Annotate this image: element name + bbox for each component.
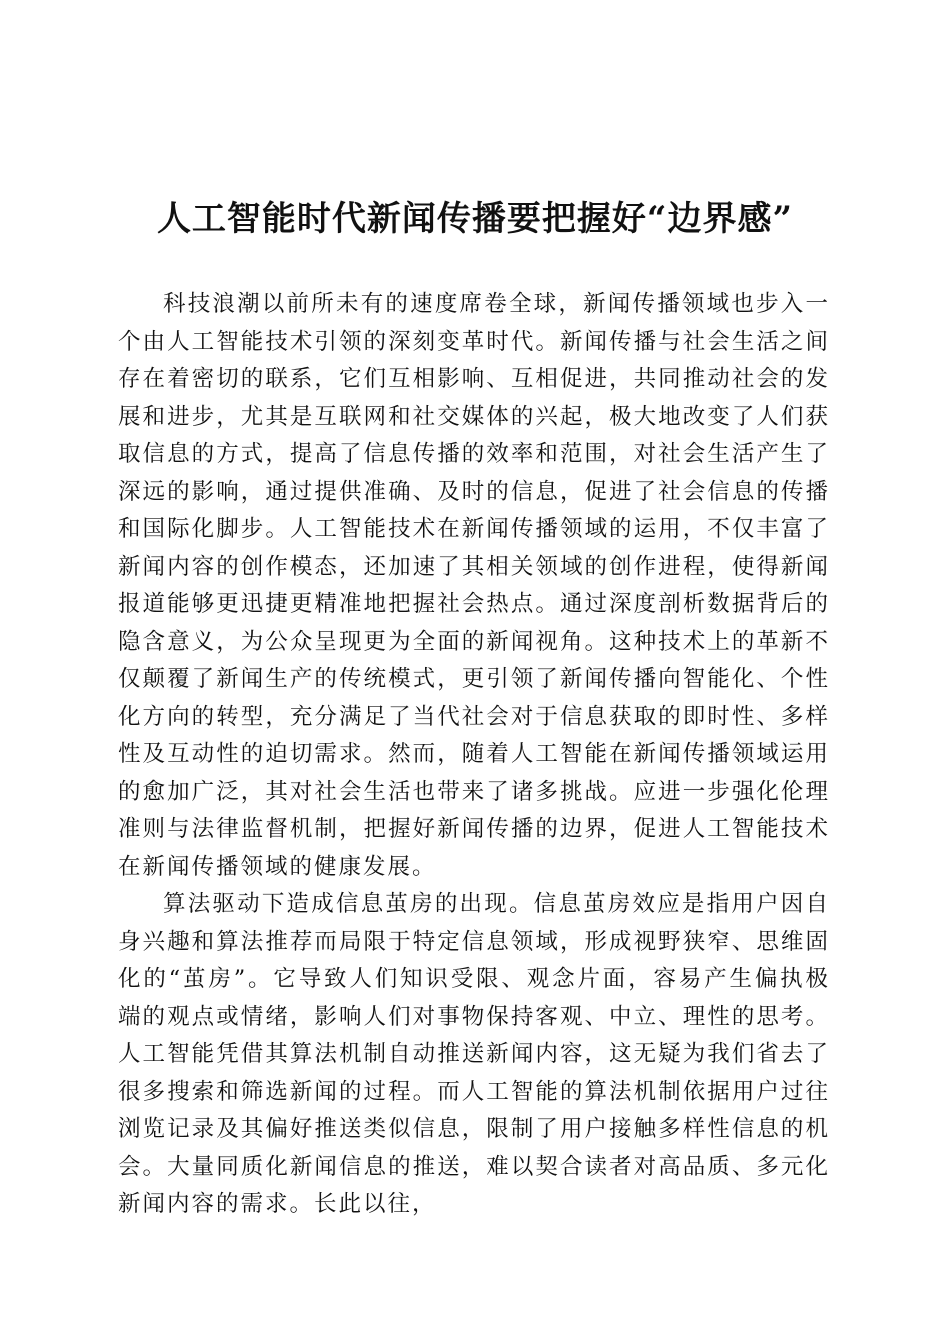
- article-title: 人工智能时代新闻传播要把握好“边界感”: [156, 199, 794, 239]
- paragraph-information-cocoon: 算法驱动下造成信息茧房的出现。信息茧房效应是指用户因自身兴趣和算法推荐而局限于特定信息领域，形成视野狭窄、思维固化的“茧房”。它导致人们知识受限、观念片面，容易产生偏执极端的观点或情绪，影响人们对事物保持客观、中立、理性的思考。人工智能凭借其算法机制自动推送新闻内容，这无疑为我们省去了很多搜索和筛选新闻的过程。而人工智能的算法机制依据用户过往浏览记录及其偏好推送类似信息，限制了用户接触多样性信息的机会。大量同质化新闻信息的推送，难以契合读者对高品质、多元化新闻内容的需求。长此以往，: [118, 891, 830, 1217]
- paragraph-intro: 科技浪潮以前所未有的速度席卷全球，新闻传播领域也步入一个由人工智能技术引领的深刻变革时代。新闻传播与社会生活之间存在着密切的联系，它们互相影响、互相促进，共同推动社会的发展和进步，尤其是互联网和社交媒体的兴起，极大地改变了人们获取信息的方式，提高了信息传播的效率和范围，对社会生活产生了深远的影响，通过提供准确、及时的信息，促进了社会信息的传播和国际化脚步。人工智能技术在新闻传播领域的运用，不仅丰富了新闻内容的创作模态，还加速了其相关领域的创作进程，使得新闻报道能够更迅捷更精准地把握社会热点。通过深度剖析数据背后的隐含意义，为公众呈现更为全面的新闻视角。这种技术上的革新不仅颠覆了新闻生产的传统模式，更引领了新闻传播向智能化、个性化方向的转型，充分满足了当代社会对于信息获取的即时性、多样性及互动性的迫切需求。然而，随着人工智能在新闻传播领域运用的愈加广泛，其对社会生活也带来了诸多挑战。应进一步强化伦理准则与法律监督机制，把握好新闻传播的边界，促进人工智能技术在新闻传播领域的健康发展。: [118, 291, 830, 880]
- article-body: [118, 286, 830, 1224]
